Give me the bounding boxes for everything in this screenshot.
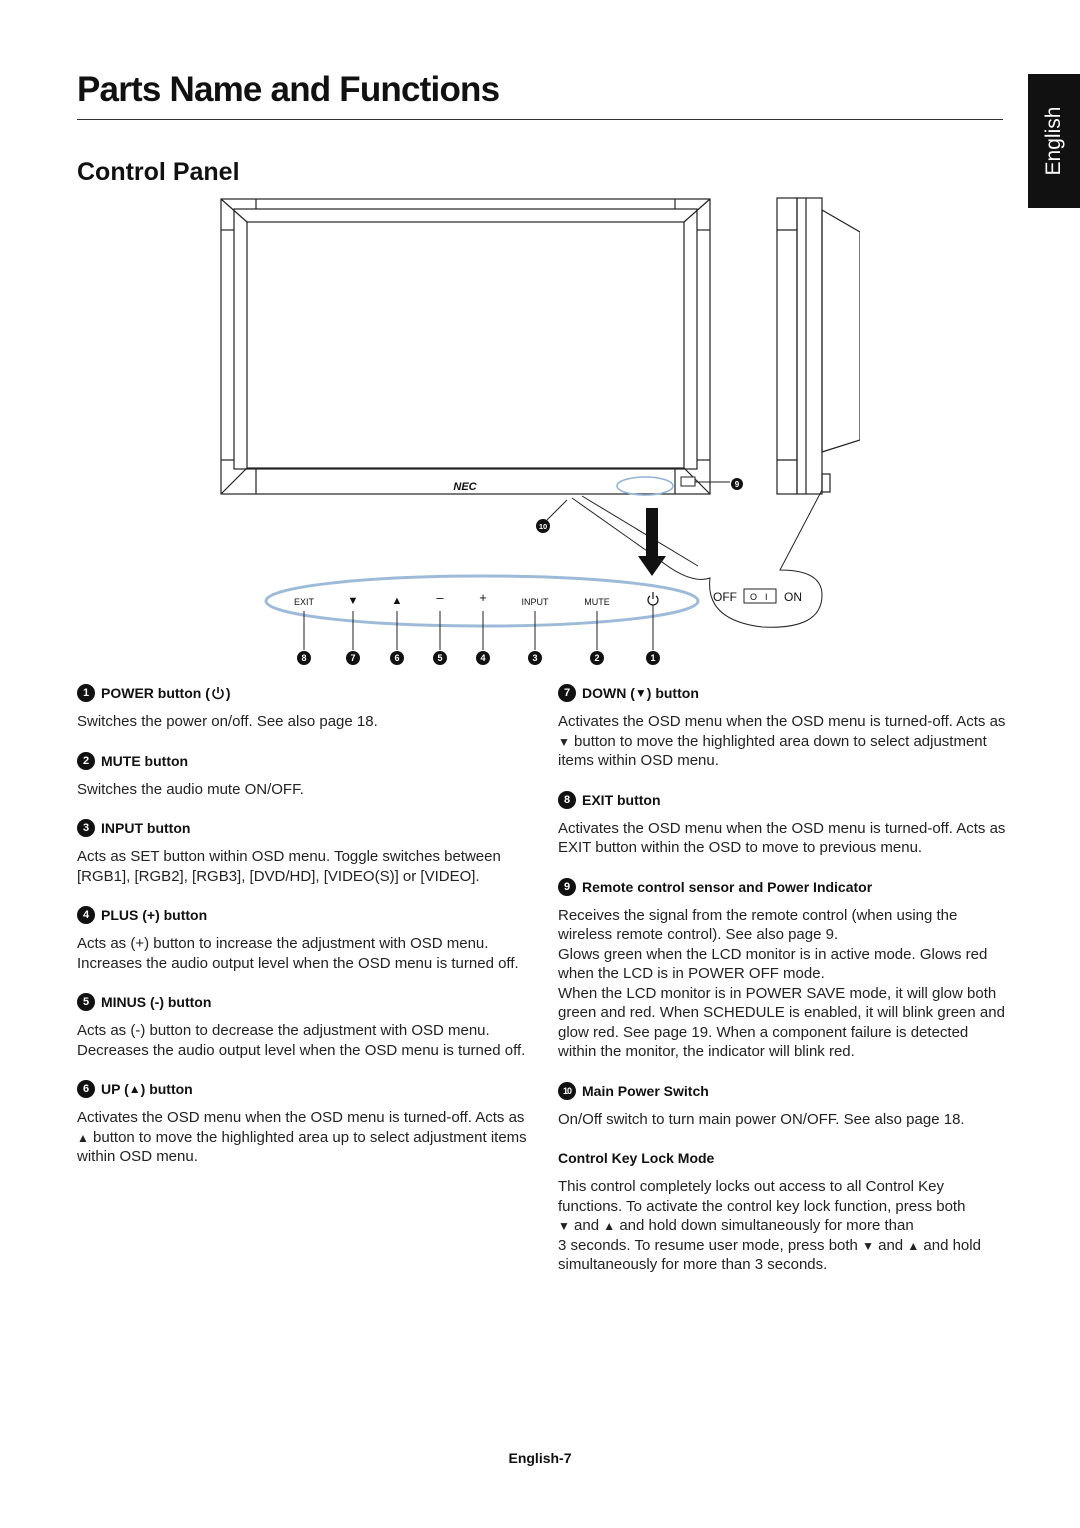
description-part: Activates the OSD menu when the OSD menu is turned-off. Acts as: [77, 1109, 525, 1126]
switch-mark-o: O: [750, 592, 758, 602]
description-part: and hold down simultaneously for more than: [615, 1217, 914, 1234]
description-part: and: [569, 1217, 604, 1234]
item-label: MINUS (-) button: [101, 994, 212, 1010]
callout-1-label: 1: [650, 653, 656, 663]
item-number: 10: [558, 1082, 576, 1100]
language-tab-label: English: [1042, 106, 1065, 176]
brand-logo: NEC: [453, 481, 477, 493]
control-panel-diagram: [210, 190, 860, 670]
item-exit-button: [558, 791, 1008, 858]
item-label-tail: ) button: [140, 1081, 193, 1097]
item-label: MUTE button: [101, 752, 189, 769]
page-title: Parts Name and Functions: [77, 70, 500, 109]
item-label: Main Power Switch: [582, 1082, 709, 1099]
item-label: DOWN (: [582, 685, 635, 701]
description-part: This control completely locks out access to all Control Key functions. To activate the control key lock function, press both: [558, 1178, 966, 1215]
sensor-area: [617, 477, 673, 495]
down-triangle-icon: ▼: [558, 734, 570, 749]
callout-5-label: 5: [437, 653, 443, 663]
switch-mark-i: I: [765, 592, 768, 602]
item-description: On/Off switch to turn main power ON/OFF. See also page 18.: [558, 1110, 965, 1128]
item-description: Activates the OSD menu when the OSD menu is turned-off. Acts as EXIT button within the OSD to move to previous menu.: [558, 819, 1006, 856]
callout-3-label: 3: [532, 653, 538, 663]
item-description: Acts as SET button within OSD menu. Toggle switches between [RGB1], [RGB2], [RGB3], [DVD/HD], [VIDEO(S)] or [VIDEO].: [77, 848, 501, 885]
item-description: [77, 1108, 527, 1167]
item-description: [558, 1177, 1008, 1275]
description-line: Glows green when the LCD monitor is in active mode. Glows red when the LCD is in POWER OFF mode.: [558, 945, 988, 982]
up-triangle-icon: ▲: [128, 1082, 141, 1096]
power-icon: [211, 686, 225, 700]
item-number: 9: [558, 878, 576, 896]
item-description: [558, 906, 1008, 1062]
up-triangle-icon: ▲: [907, 1238, 920, 1253]
switch-on-label: ON: [784, 590, 802, 604]
item-label: INPUT button: [101, 820, 191, 836]
power-button-icon: [648, 592, 658, 605]
description-line: Receives the signal from the remote control (when using the wireless remote control). See also page 9.: [558, 906, 958, 943]
item-remote-sensor: [558, 878, 1008, 1062]
item-number: 6: [77, 1080, 95, 1098]
up-triangle-icon: ▲: [77, 1130, 89, 1145]
item-number: 5: [77, 993, 95, 1011]
item-label-tail: ) button: [646, 685, 699, 701]
item-power-button: [77, 684, 527, 732]
description-part: button to move the highlighted area down to select adjustment items within OSD menu.: [558, 732, 987, 769]
item-down-button: [558, 684, 1008, 771]
up-triangle-icon: ▲: [603, 1219, 616, 1233]
item-description: Switches the audio mute ON/OFF.: [77, 780, 304, 798]
down-triangle-icon: ▼: [558, 1219, 570, 1233]
item-number: 2: [77, 752, 95, 770]
item-label: PLUS (+) button: [101, 907, 208, 923]
item-number: 4: [77, 906, 95, 924]
description-part: 3 seconds. To resume user mode, press both: [558, 1236, 863, 1254]
item-label: POWER button (: [101, 685, 210, 701]
down-button-label: ▼: [347, 595, 359, 607]
power-indicator: [681, 477, 695, 486]
main-power-switch: [744, 589, 776, 603]
up-button-label: ▲: [391, 595, 403, 607]
item-number: 3: [77, 819, 95, 837]
callout-8-label: 8: [301, 653, 307, 663]
item-label: Remote control sensor and Power Indicator: [582, 878, 873, 895]
item-number: 1: [77, 684, 95, 702]
description-part: and: [873, 1236, 908, 1254]
item-description: [558, 712, 1008, 771]
key-lock-heading: Control Key Lock Mode: [558, 1150, 715, 1166]
callout-2-label: 2: [594, 653, 600, 663]
language-tab: [1028, 74, 1080, 208]
switch-off-label: OFF: [713, 590, 737, 604]
callout-9-label: 9: [734, 480, 740, 489]
power-switch-callout: [657, 490, 822, 627]
item-number: 7: [558, 684, 576, 702]
monitor-side: [777, 198, 860, 494]
item-description: Acts as (+) button to increase the adjustment with OSD menu. Increases the audio output level when the OSD menu is turned off.: [77, 935, 519, 972]
item-label: EXIT button: [582, 791, 661, 808]
input-button-label: INPUT: [521, 597, 549, 607]
item-key-lock: [558, 1149, 1008, 1275]
exit-button-label: EXIT: [293, 597, 315, 607]
description-part: and hold simultaneously for more than 3 seconds.: [558, 1236, 981, 1273]
page-number: English-7: [508, 1450, 572, 1466]
down-triangle-icon: ▼: [634, 686, 647, 700]
button-labels: [294, 590, 610, 607]
plus-button-label: +: [479, 590, 487, 605]
item-main-power-switch: [558, 1082, 1008, 1130]
item-label: UP (: [101, 1081, 129, 1097]
item-plus-button: [77, 906, 527, 973]
callout-6-label: 6: [394, 653, 400, 663]
item-label-tail: ): [225, 685, 231, 701]
descriptions-left: [77, 684, 527, 1185]
item-description: Switches the power on/off. See also page 18.: [77, 713, 378, 730]
zoom-arrow: [638, 508, 666, 576]
item-minus-button: [77, 993, 527, 1060]
description-part: Activates the OSD menu when the OSD menu is turned-off. Acts as: [558, 713, 1006, 730]
section-title: Control Panel: [77, 158, 240, 186]
callout-4-label: 4: [480, 653, 486, 663]
minus-button-label: –: [436, 590, 444, 605]
item-number: 8: [558, 791, 576, 809]
item-description: Acts as (-) button to decrease the adjustment with OSD menu. Decreases the audio output level when the OSD menu is turned off.: [77, 1022, 526, 1059]
title-divider: [77, 119, 1003, 120]
description-line: When the LCD monitor is in POWER SAVE mode, it will glow both green and red. When SCHEDULE is enabled, it will blink green and glow red. See page 19. When a component failure is detected within the monitor, the indicator will blink red.: [558, 984, 1005, 1060]
callout-7-label: 7: [350, 653, 356, 663]
callout-10-label: 10: [538, 522, 548, 531]
monitor-front: [221, 199, 710, 494]
description-part: button to move the highlighted area up to select adjustment items within OSD menu.: [77, 1128, 527, 1165]
down-triangle-icon: ▼: [862, 1238, 874, 1253]
item-input-button: [77, 819, 527, 886]
item-up-button: [77, 1080, 527, 1167]
mute-button-label: MUTE: [584, 597, 610, 607]
item-mute-button: [77, 752, 527, 800]
descriptions-right: [558, 684, 1008, 1293]
